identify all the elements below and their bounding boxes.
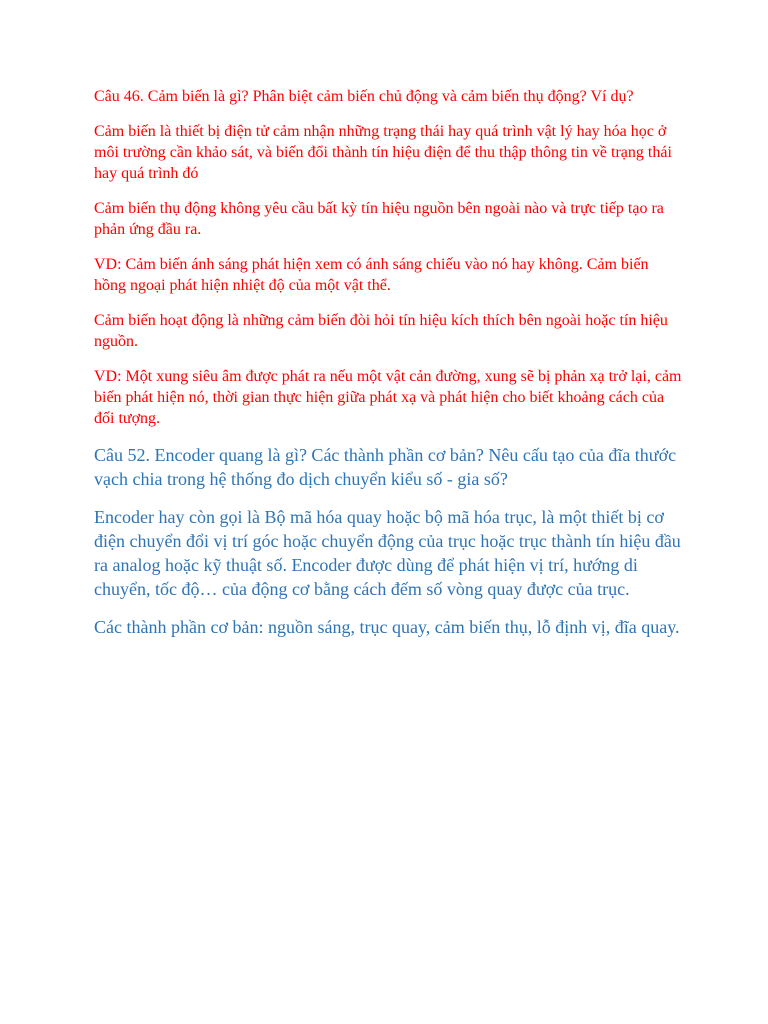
question-52-heading: Câu 52. Encoder quang là gì? Các thành phần cơ bản? Nêu cấu tạo của đĩa thước vạch chia trong hệ thống đo dịch chuyển kiểu số - gia số? bbox=[94, 445, 677, 489]
passive-sensor-example: VD: Cảm biến ánh sáng phát hiện xem có ánh sáng chiếu vào nó hay không. Cảm biến hồng ngoại phát hiện nhiệt độ của một vật thể. bbox=[94, 256, 649, 294]
active-sensor-paragraph: Cảm biến hoạt động là những cảm biến đòi hỏi tín hiệu kích thích bên ngoài hoặc tín hiệu nguồn. bbox=[94, 312, 668, 350]
document-content bbox=[94, 86, 684, 653]
encoder-definition-paragraph: Encoder hay còn gọi là Bộ mã hóa quay hoặc bộ mã hóa trục, là một thiết bị cơ điện chuyển đổi vị trí góc hoặc chuyển động của trục hoặc trục thành tín hiệu đầu ra analog hoặc kỹ thuật số. Encoder được dùng để phát hiện vị trí, hướng di chuyển, tốc độ… của động cơ bằng cách đếm số vòng quay được của trục. bbox=[94, 507, 681, 599]
active-sensor-example: VD: Một xung siêu âm được phát ra nếu một vật cản đường, xung sẽ bị phản xạ trở lại, cảm biến phát hiện nó, thời gian thực hiện giữa phát xạ và phát hiện cho biết khoảng cách của đối tượng. bbox=[94, 368, 682, 427]
encoder-components-paragraph: Các thành phần cơ bản: nguồn sáng, trục quay, cảm biến thụ, lỗ định vị, đĩa quay. bbox=[94, 617, 680, 637]
section-cau-46 bbox=[94, 86, 684, 429]
question-46-heading: Câu 46. Cảm biến là gì? Phân biệt cảm biến chủ động và cảm biến thụ động? Ví dụ? bbox=[94, 88, 634, 105]
sensor-definition-paragraph: Cảm biến là thiết bị điện tử cảm nhận những trạng thái hay quá trình vật lý hay hóa học ở môi trường cần khảo sát, và biến đổi thành tín hiệu điện để thu thập thông tin về trạng thái hay quá trình đó bbox=[94, 123, 672, 182]
passive-sensor-paragraph: Cảm biến thụ động không yêu cầu bất kỳ tín hiệu nguồn bên ngoài nào và trực tiếp tạo ra phản ứng đầu ra. bbox=[94, 200, 664, 238]
section-cau-52 bbox=[94, 443, 684, 639]
